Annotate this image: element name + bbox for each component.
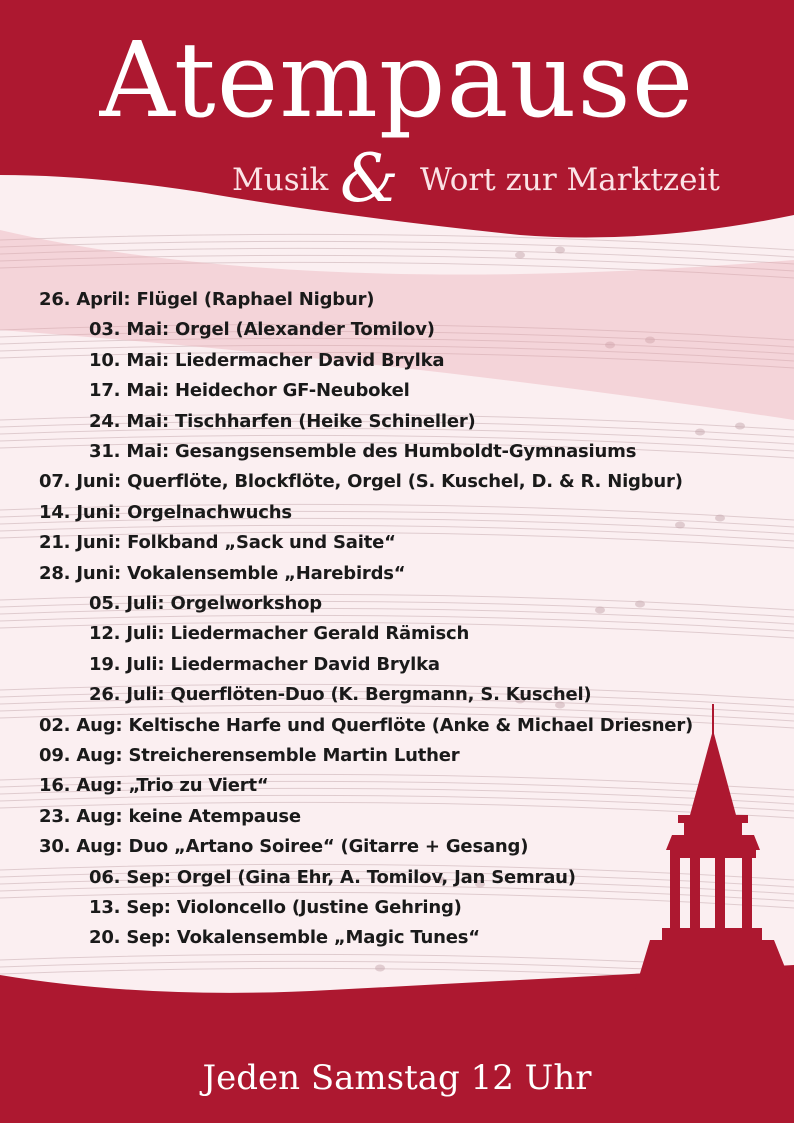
schedule-entry: 30. Aug: Duo „Artano Soiree“ (Gitarre + Gesang) — [39, 836, 529, 858]
schedule-entry: 02. Aug: Keltische Harfe und Querflöte (Anke & Michael Driesner) — [39, 714, 694, 736]
page-title: Atempause — [99, 19, 695, 141]
schedule-entry: 14. Juni: Orgelnachwuchs — [39, 501, 292, 523]
schedule-entry: 19. Juli: Liedermacher David Brylka — [89, 653, 440, 675]
schedule-entry: 28. Juni: Vokalensemble „Harebirds“ — [39, 562, 406, 584]
schedule-entry: 07. Juni: Querflöte, Blockflöte, Orgel (S. Kuschel, D. & R. Nigbur) — [39, 471, 683, 493]
schedule-entry: 13. Sep: Violoncello (Justine Gehring) — [89, 897, 462, 918]
schedule-entry: 23. Aug: keine Atempause — [39, 805, 301, 827]
schedule-entry: 31. Mai: Gesangsensemble des Humboldt-Gymnasiums — [89, 441, 637, 462]
subtitle-word: Wort zur Marktzeit — [420, 162, 720, 198]
schedule-entry: 05. Juli: Orgelworkshop — [89, 593, 322, 614]
schedule-entry: 20. Sep: Vokalensemble „Magic Tunes“ — [89, 927, 480, 949]
schedule-entry: 16. Aug: „Trio zu Viert“ — [39, 775, 269, 797]
schedule-entry: 21. Juni: Folkband „Sack und Saite“ — [39, 532, 396, 554]
schedule-entry: 03. Mai: Orgel (Alexander Tomilov) — [89, 319, 435, 341]
schedule-entry: 24. Mai: Tischharfen (Heike Schineller) — [89, 410, 476, 432]
schedule-entry: 09. Aug: Streicherensemble Martin Luther — [39, 745, 460, 766]
schedule-entry: 26. April: Flügel (Raphael Nigbur) — [39, 289, 375, 310]
schedule-entry: 06. Sep: Orgel (Gina Ehr, A. Tomilov, Jan Semrau) — [89, 866, 576, 888]
schedule-entry: 12. Juli: Liedermacher Gerald Rämisch — [89, 623, 470, 645]
footer-time: Jeden Samstag 12 Uhr — [202, 1058, 592, 1098]
schedule-entry: 10. Mai: Liedermacher David Brylka — [89, 349, 445, 371]
subtitle-music: Musik — [232, 162, 329, 198]
subtitle-ampersand: & — [340, 140, 399, 217]
schedule-entry: 17. Mai: Heidechor GF-Neubokel — [89, 380, 410, 402]
schedule-entry: 26. Juli: Querflöten-Duo (K. Bergmann, S. Kuschel) — [89, 684, 592, 706]
